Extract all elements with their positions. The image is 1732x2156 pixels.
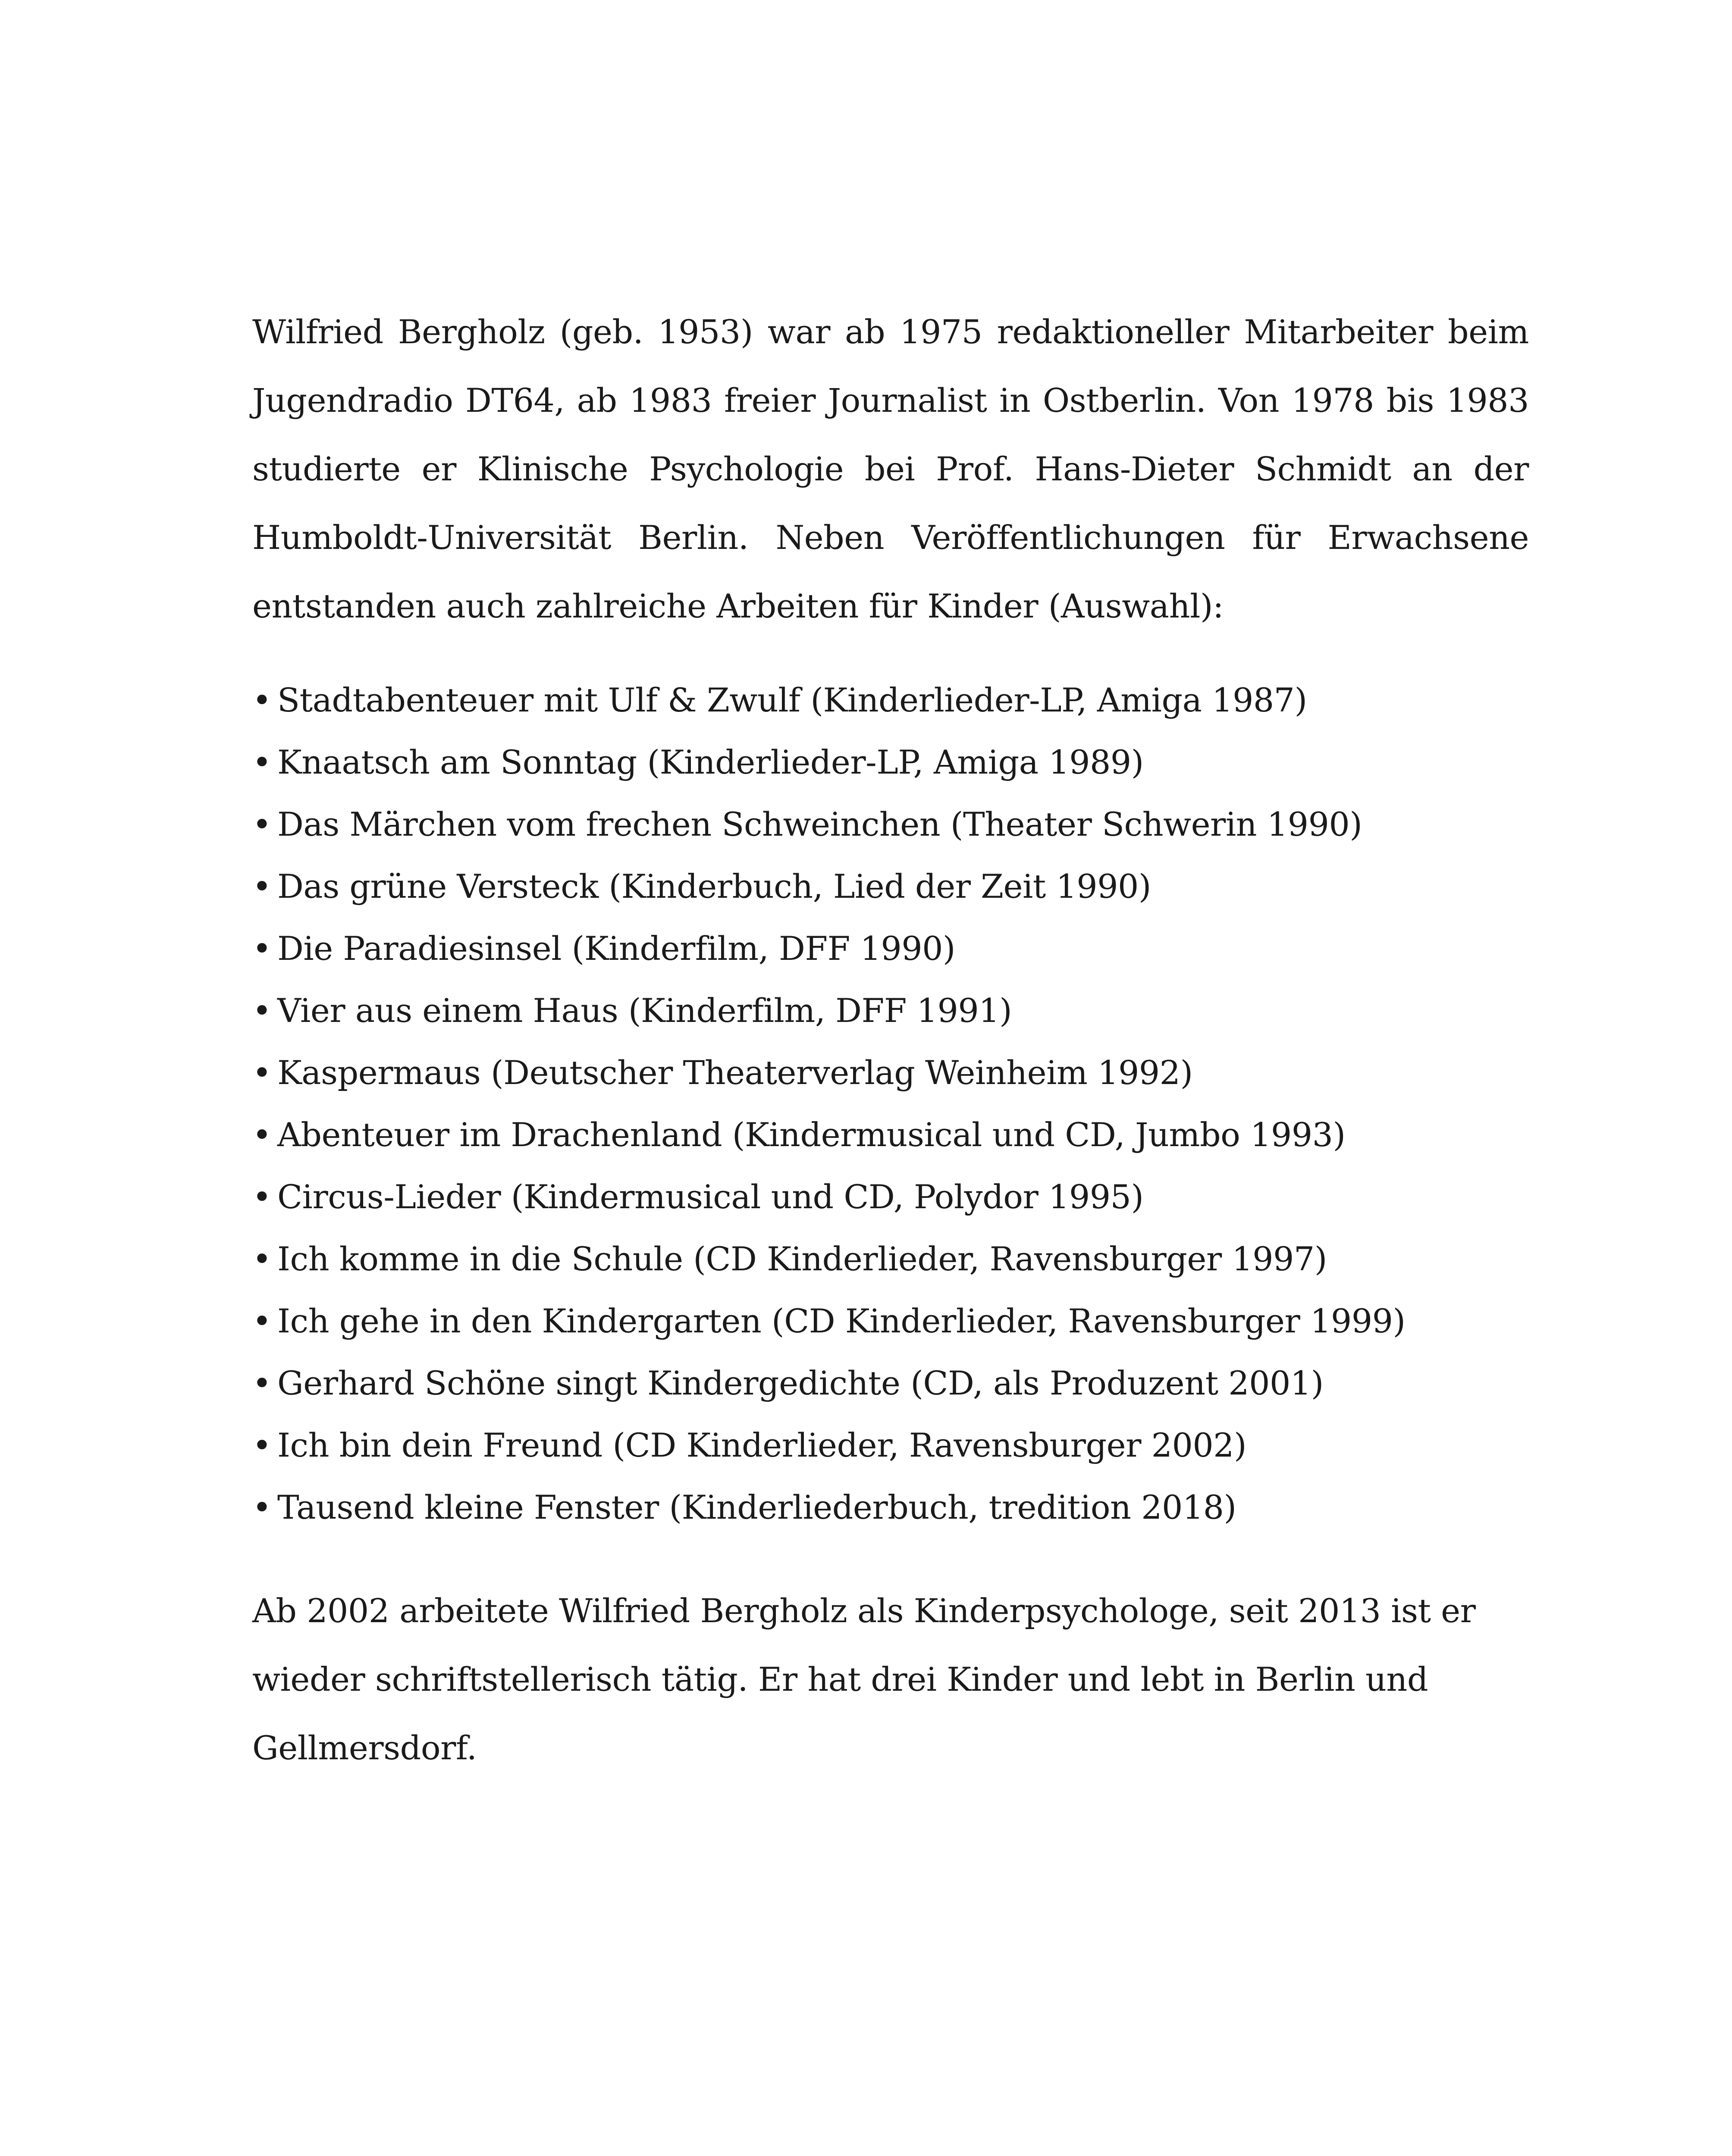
list-item <box>252 731 1529 793</box>
work-title: Circus-Lieder (Kindermusical und CD, Polydor 1995) <box>277 1178 1144 1216</box>
work-title: Das Märchen vom frechen Schweinchen (Theater Schwerin 1990) <box>277 805 1362 843</box>
closing-paragraph: Ab 2002 arbeitete Wilfried Bergholz als Kinderpsychologe, seit 2013 ist er wieder schriftstellerisch tätig. Er hat drei Kinder und lebt in Berlin und Gellmersdorf. <box>252 1592 1476 1767</box>
work-title: Tausend kleine Fenster (Kinderliederbuch, tredition 2018) <box>277 1488 1236 1526</box>
bullet-icon: • <box>252 1302 272 1340</box>
bullet-icon: • <box>252 1116 272 1154</box>
bullet-icon: • <box>252 1240 272 1278</box>
bullet-icon: • <box>252 805 272 843</box>
work-title: Vier aus einem Haus (Kinderfilm, DFF 1991) <box>277 991 1012 1030</box>
intro-paragraph: Wilfried Bergholz (geb. 1953) war ab 1975 redaktioneller Mitarbeiter beim Jugendradio DT64, ab 1983 freier Journalist in Ostberlin. Von 1978 bis 1983 studierte er Klinische Psychologie bei Prof. Hans-Dieter Schmidt an der Humboldt-Universität Berlin. Neben Veröffentlichungen für Erwachsene entstanden auch zahlreiche Arbeiten für Kinder (Auswahl): <box>252 313 1529 625</box>
bullet-icon: • <box>252 743 272 781</box>
work-title: Knaatsch am Sonntag (Kinderlieder-LP, Amiga 1989) <box>277 743 1144 781</box>
bullet-icon: • <box>252 1364 272 1402</box>
work-title: Die Paradiesinsel (Kinderfilm, DFF 1990) <box>277 929 956 968</box>
bullet-icon: • <box>252 1053 272 1092</box>
bullet-icon: • <box>252 1488 272 1526</box>
list-item <box>252 1290 1529 1352</box>
work-title: Ich gehe in den Kindergarten (CD Kinderlieder, Ravensburger 1999) <box>277 1302 1406 1340</box>
list-item <box>252 1042 1529 1104</box>
list-item <box>252 793 1529 856</box>
list-item <box>252 1352 1529 1414</box>
work-title: Kaspermaus (Deutscher Theaterverlag Weinheim 1992) <box>277 1053 1193 1092</box>
list-item <box>252 918 1529 980</box>
bullet-icon: • <box>252 867 272 906</box>
work-title: Stadtabenteuer mit Ulf & Zwulf (Kinderlieder-LP, Amiga 1987) <box>277 681 1307 719</box>
list-item <box>252 669 1529 731</box>
list-item <box>252 1228 1529 1290</box>
work-title: Das grüne Versteck (Kinderbuch, Lied der Zeit 1990) <box>277 867 1152 906</box>
works-list <box>252 669 1529 1539</box>
bullet-icon: • <box>252 1178 272 1216</box>
work-title: Gerhard Schöne singt Kindergedichte (CD, als Produzent 2001) <box>277 1364 1324 1402</box>
list-item <box>252 1166 1529 1228</box>
bullet-icon: • <box>252 991 272 1030</box>
list-item <box>252 1414 1529 1476</box>
list-item <box>252 1104 1529 1166</box>
bullet-icon: • <box>252 1426 272 1464</box>
work-title: Abenteuer im Drachenland (Kindermusical und CD, Jumbo 1993) <box>277 1116 1346 1154</box>
list-item <box>252 1476 1529 1539</box>
bullet-icon: • <box>252 681 272 719</box>
bullet-icon: • <box>252 929 272 968</box>
list-item <box>252 856 1529 918</box>
work-title: Ich komme in die Schule (CD Kinderlieder, Ravensburger 1997) <box>277 1240 1327 1278</box>
bio-page <box>252 298 1529 1782</box>
work-title: Ich bin dein Freund (CD Kinderlieder, Ravensburger 2002) <box>277 1426 1247 1464</box>
list-item <box>252 980 1529 1042</box>
